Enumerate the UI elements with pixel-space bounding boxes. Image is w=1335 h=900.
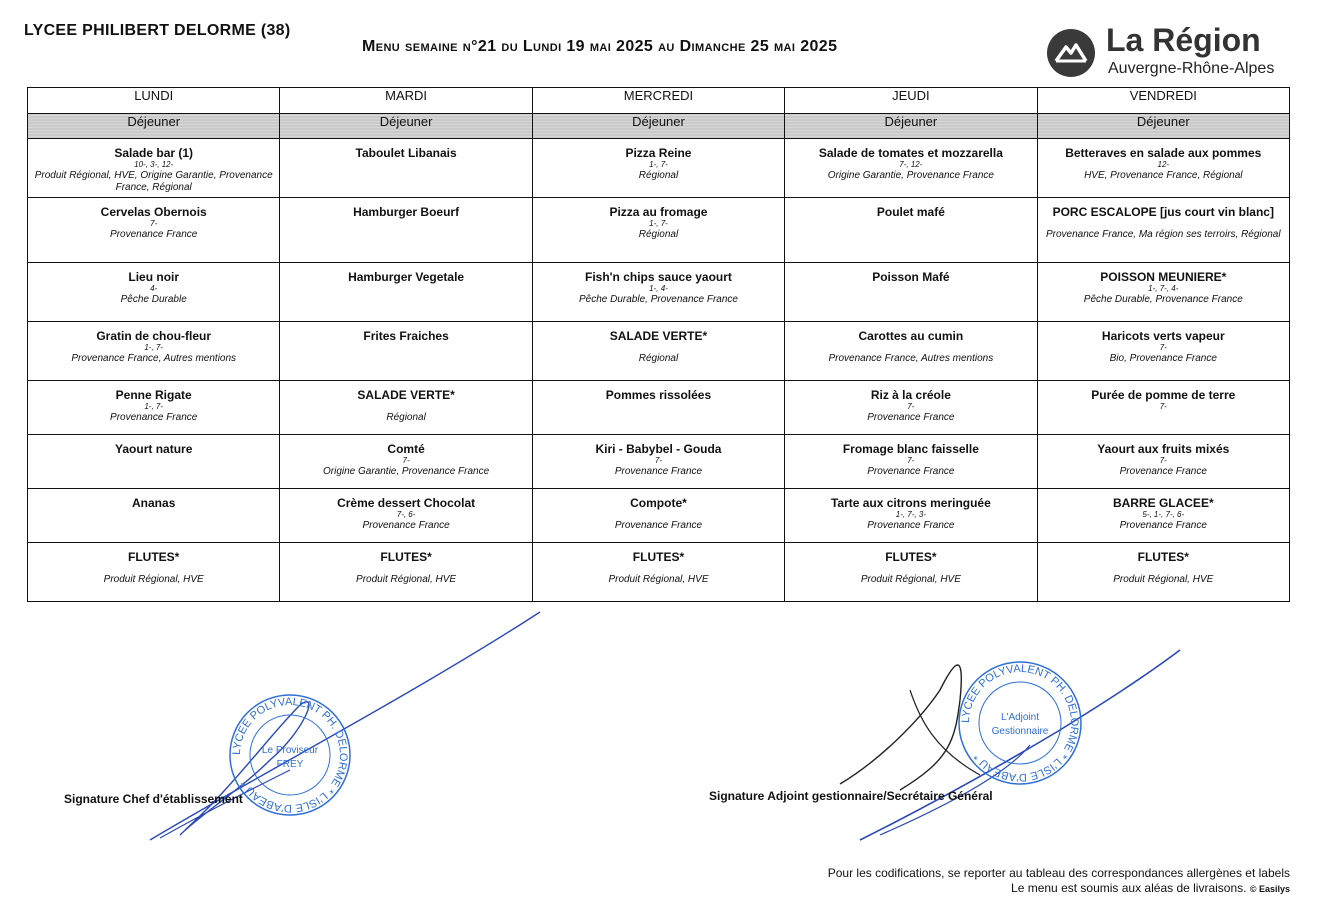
dish-name: Salade de tomates et mozzarella bbox=[818, 146, 1003, 160]
menu-cell bbox=[1037, 322, 1289, 381]
region-logo-name: La Région bbox=[1106, 22, 1261, 58]
allergen-codes: 7- bbox=[1159, 402, 1167, 411]
dish-name: Compote* bbox=[630, 496, 687, 510]
allergen-codes: 5-, 1-, 7-, 6- bbox=[1142, 510, 1185, 519]
menu-cell bbox=[785, 139, 1037, 198]
product-labels: Produit Régional, HVE, Origine Garantie, Provenance France, Régional bbox=[34, 170, 273, 193]
dish-name: Gratin de chou-fleur bbox=[96, 329, 212, 343]
dish-name: Crème dessert Chocolat bbox=[337, 496, 476, 510]
dish-name: Kiri - Babybel - Gouda bbox=[595, 442, 722, 456]
product-labels: Bio, Provenance France bbox=[1109, 353, 1217, 364]
dish-name: Comté bbox=[387, 442, 425, 456]
product-labels: Produit Régional, HVE bbox=[1113, 574, 1214, 585]
product-labels: Régional bbox=[638, 170, 679, 181]
menu-cell bbox=[532, 139, 784, 198]
dish-name: FLUTES* bbox=[632, 550, 685, 564]
product-labels: Provenance France bbox=[110, 229, 198, 240]
product-labels: Produit Régional, HVE bbox=[103, 574, 204, 585]
menu-cell bbox=[1037, 489, 1289, 543]
allergen-codes: 1-, 7- bbox=[144, 402, 164, 411]
product-labels: Origine Garantie, Provenance France bbox=[322, 466, 490, 477]
dish-name: Poulet mafé bbox=[876, 205, 945, 219]
menu-row bbox=[28, 198, 1290, 263]
region-logo-subtitle: Auvergne-Rhône-Alpes bbox=[1108, 60, 1275, 77]
stamp-line-1: L'Adjoint bbox=[1000, 712, 1040, 723]
stamp-adjoint bbox=[957, 660, 1083, 786]
product-labels: Pêche Durable, Provenance France bbox=[578, 294, 738, 305]
menu-cell bbox=[28, 489, 280, 543]
day-header: MERCREDI bbox=[532, 88, 784, 114]
footer-line-2 bbox=[828, 881, 1290, 897]
menu-row bbox=[28, 543, 1290, 602]
product-labels: Origine Garantie, Provenance France bbox=[827, 170, 994, 181]
dish-name: Fish'n chips sauce yaourt bbox=[585, 270, 732, 284]
menu-cell bbox=[280, 435, 532, 489]
product-labels: Provenance France, Ma région ses terroirs, Régional bbox=[1046, 229, 1281, 240]
menu-cell bbox=[28, 543, 280, 602]
menu-cell bbox=[785, 489, 1037, 543]
product-labels: Provenance France bbox=[1119, 466, 1207, 477]
region-logo bbox=[1046, 24, 1296, 80]
product-labels: Provenance France bbox=[110, 412, 198, 423]
allergen-codes: 1-, 7- bbox=[649, 219, 668, 228]
dish-name: Hamburger Vegetale bbox=[348, 270, 465, 284]
allergen-codes: 4- bbox=[150, 284, 158, 293]
dish-name: Lieu noir bbox=[128, 270, 180, 284]
menu-cell bbox=[280, 139, 532, 198]
product-labels: Provenance France bbox=[867, 466, 955, 477]
product-labels: Produit Régional, HVE bbox=[860, 574, 961, 585]
footer-line-1: Pour les codifications, se reporter au tableau des correspondances allergènes et labels bbox=[827, 866, 1290, 880]
menu-cell bbox=[532, 263, 784, 322]
footer bbox=[828, 866, 1290, 897]
dish-name: Tarte aux citrons meringuée bbox=[830, 496, 991, 510]
menu-row bbox=[28, 139, 1290, 198]
menu-cell bbox=[1037, 263, 1289, 322]
dish-name: Pommes rissolées bbox=[605, 388, 712, 402]
menu-cell bbox=[280, 543, 532, 602]
menu-row bbox=[28, 435, 1290, 489]
allergen-codes: 12- bbox=[1157, 160, 1170, 169]
dish-name: Poisson Mafé bbox=[872, 270, 950, 284]
meal-header: Déjeuner bbox=[532, 114, 784, 139]
menu-cell bbox=[532, 543, 784, 602]
menu-cell bbox=[532, 322, 784, 381]
menu-cell bbox=[785, 381, 1037, 435]
dish-name: BARRE GLACEE* bbox=[1112, 496, 1214, 510]
dish-name: Hamburger Boeurf bbox=[353, 205, 460, 219]
meal-header: Déjeuner bbox=[28, 114, 280, 139]
menu-cell bbox=[785, 435, 1037, 489]
meal-header: Déjeuner bbox=[280, 114, 532, 139]
stamp-line-1: Le Proviseur bbox=[261, 745, 319, 756]
product-labels: Provenance France bbox=[1119, 520, 1207, 531]
dish-name: Penne Rigate bbox=[115, 388, 192, 402]
allergen-codes: 7- bbox=[1159, 456, 1167, 465]
allergen-codes: 7-, 12- bbox=[899, 160, 923, 169]
menu-cell bbox=[1037, 543, 1289, 602]
menu-cell bbox=[785, 543, 1037, 602]
product-labels: Provenance France bbox=[362, 520, 450, 531]
menu-cell bbox=[1037, 435, 1289, 489]
region-mountain-icon bbox=[1046, 28, 1096, 78]
dish-name: Fromage blanc faisselle bbox=[842, 442, 979, 456]
product-labels: Provenance France, Autres mentions bbox=[828, 353, 994, 364]
dish-name: Carottes au cumin bbox=[858, 329, 964, 343]
product-labels: Pêche Durable bbox=[120, 294, 187, 305]
menu-cell bbox=[532, 435, 784, 489]
stamp-line-2: Gestionnaire bbox=[991, 726, 1049, 737]
menu-cell bbox=[28, 198, 280, 263]
allergen-codes: 7- bbox=[907, 456, 915, 465]
day-header: LUNDI bbox=[28, 88, 280, 114]
meal-header: Déjeuner bbox=[785, 114, 1037, 139]
allergen-codes: 7-, 6- bbox=[396, 510, 416, 519]
menu-body bbox=[28, 139, 1290, 602]
product-labels: Provenance France bbox=[867, 520, 955, 531]
dish-name: Pizza Reine bbox=[625, 146, 692, 160]
allergen-codes: 1-, 7- bbox=[144, 343, 164, 352]
stamp-ring-text: LYCEE POLYVALENT PH. DELORME * L'ISLE D'ABEAU * bbox=[230, 695, 350, 815]
menu-cell bbox=[28, 322, 280, 381]
dish-name: Pizza au fromage bbox=[609, 205, 708, 219]
dish-name: FLUTES* bbox=[380, 550, 432, 564]
signature-adjoint-label: Signature Adjoint gestionnaire/Secrétaire Général bbox=[709, 789, 993, 803]
meal-header-row bbox=[28, 114, 1290, 139]
day-header-row bbox=[28, 88, 1290, 114]
menu-table bbox=[27, 87, 1290, 602]
allergen-codes: 7- bbox=[907, 402, 915, 411]
menu-row bbox=[28, 489, 1290, 543]
dish-name: PORC ESCALOPE [jus court vin blanc] bbox=[1052, 205, 1274, 219]
menu-cell bbox=[532, 489, 784, 543]
dish-name: POISSON MEUNIERE* bbox=[1100, 270, 1227, 284]
dish-name: Ananas bbox=[132, 496, 176, 510]
day-header: JEUDI bbox=[785, 88, 1037, 114]
dish-name: Yaourt nature bbox=[115, 442, 193, 456]
product-labels: Provenance France bbox=[867, 412, 955, 423]
menu-cell bbox=[532, 198, 784, 263]
product-labels: Provenance France, Autres mentions bbox=[71, 353, 237, 364]
product-labels: Produit Régional, HVE bbox=[608, 574, 709, 585]
product-labels: Pêche Durable, Provenance France bbox=[1083, 294, 1243, 305]
menu-cell bbox=[280, 381, 532, 435]
stamp-proviseur bbox=[228, 693, 352, 817]
dish-name: Haricots verts vapeur bbox=[1101, 329, 1225, 343]
menu-cell bbox=[28, 381, 280, 435]
dish-name: Purée de pomme de terre bbox=[1091, 388, 1236, 402]
allergen-codes: 1-, 7- bbox=[649, 160, 668, 169]
meal-header: Déjeuner bbox=[1037, 114, 1289, 139]
product-labels: HVE, Provenance France, Régional bbox=[1084, 170, 1243, 181]
product-labels: Régional bbox=[638, 229, 679, 240]
day-header: VENDREDI bbox=[1037, 88, 1289, 114]
menu-cell bbox=[280, 198, 532, 263]
allergen-codes: 7- bbox=[150, 219, 158, 228]
menu-cell bbox=[28, 435, 280, 489]
allergen-codes: 1-, 4- bbox=[649, 284, 668, 293]
menu-cell bbox=[1037, 381, 1289, 435]
day-header: MARDI bbox=[280, 88, 532, 114]
dish-name: Betteraves en salade aux pommes bbox=[1065, 146, 1262, 160]
menu-cell bbox=[785, 198, 1037, 263]
footer-brand: © Easilys bbox=[1249, 884, 1290, 894]
menu-cell bbox=[28, 263, 280, 322]
stamp-line-2: FREY bbox=[276, 759, 304, 770]
dish-name: Cervelas Obernois bbox=[100, 205, 207, 219]
allergen-codes: 1-, 7-, 4- bbox=[1148, 284, 1179, 293]
menu-cell bbox=[1037, 198, 1289, 263]
allergen-codes: 1-, 7-, 3- bbox=[895, 510, 926, 519]
dish-name: Salade bar (1) bbox=[114, 146, 194, 160]
dish-name: Taboulet Libanais bbox=[355, 146, 457, 160]
menu-cell bbox=[28, 139, 280, 198]
dish-name: FLUTES* bbox=[128, 550, 180, 564]
menu-cell bbox=[280, 489, 532, 543]
menu-row bbox=[28, 263, 1290, 322]
menu-row bbox=[28, 381, 1290, 435]
menu-cell bbox=[785, 322, 1037, 381]
allergen-codes: 10-, 3-, 12- bbox=[134, 160, 174, 169]
dish-name: Yaourt aux fruits mixés bbox=[1097, 442, 1230, 456]
dish-name: SALADE VERTE* bbox=[609, 329, 708, 343]
menu-cell bbox=[1037, 139, 1289, 198]
stamp-ring-text: LYCEE POLYVALENT PH. DELORME * L'ISLE D'ABEAU * bbox=[959, 662, 1081, 784]
allergen-codes: 7- bbox=[402, 456, 410, 465]
menu-cell bbox=[785, 263, 1037, 322]
product-labels: Régional bbox=[386, 412, 426, 423]
product-labels: Provenance France bbox=[614, 466, 703, 477]
product-labels: Provenance France bbox=[614, 520, 703, 531]
menu-cell bbox=[280, 322, 532, 381]
dish-name: FLUTES* bbox=[885, 550, 937, 564]
menu-cell bbox=[280, 263, 532, 322]
menu-cell bbox=[532, 381, 784, 435]
allergen-codes: 7- bbox=[654, 456, 663, 465]
dish-name: Frites Fraiches bbox=[363, 329, 449, 343]
product-labels: Produit Régional, HVE bbox=[356, 574, 457, 585]
dish-name: SALADE VERTE* bbox=[357, 388, 455, 402]
product-labels: Régional bbox=[638, 353, 679, 364]
dish-name: FLUTES* bbox=[1137, 550, 1189, 564]
dish-name: Riz à la créole bbox=[870, 388, 951, 402]
menu-title: Menu semaine n°21 du Lundi 19 mai 2025 au Dimanche 25 mai 2025 bbox=[362, 38, 838, 55]
school-name: LYCEE PHILIBERT DELORME (38) bbox=[24, 22, 291, 39]
signature-chef-label: Signature Chef d'établissement bbox=[64, 792, 243, 806]
menu-row bbox=[28, 322, 1290, 381]
allergen-codes: 7- bbox=[1159, 343, 1167, 352]
footer-line-2-text: Le menu est soumis aux aléas de livraisons. bbox=[1011, 881, 1247, 895]
